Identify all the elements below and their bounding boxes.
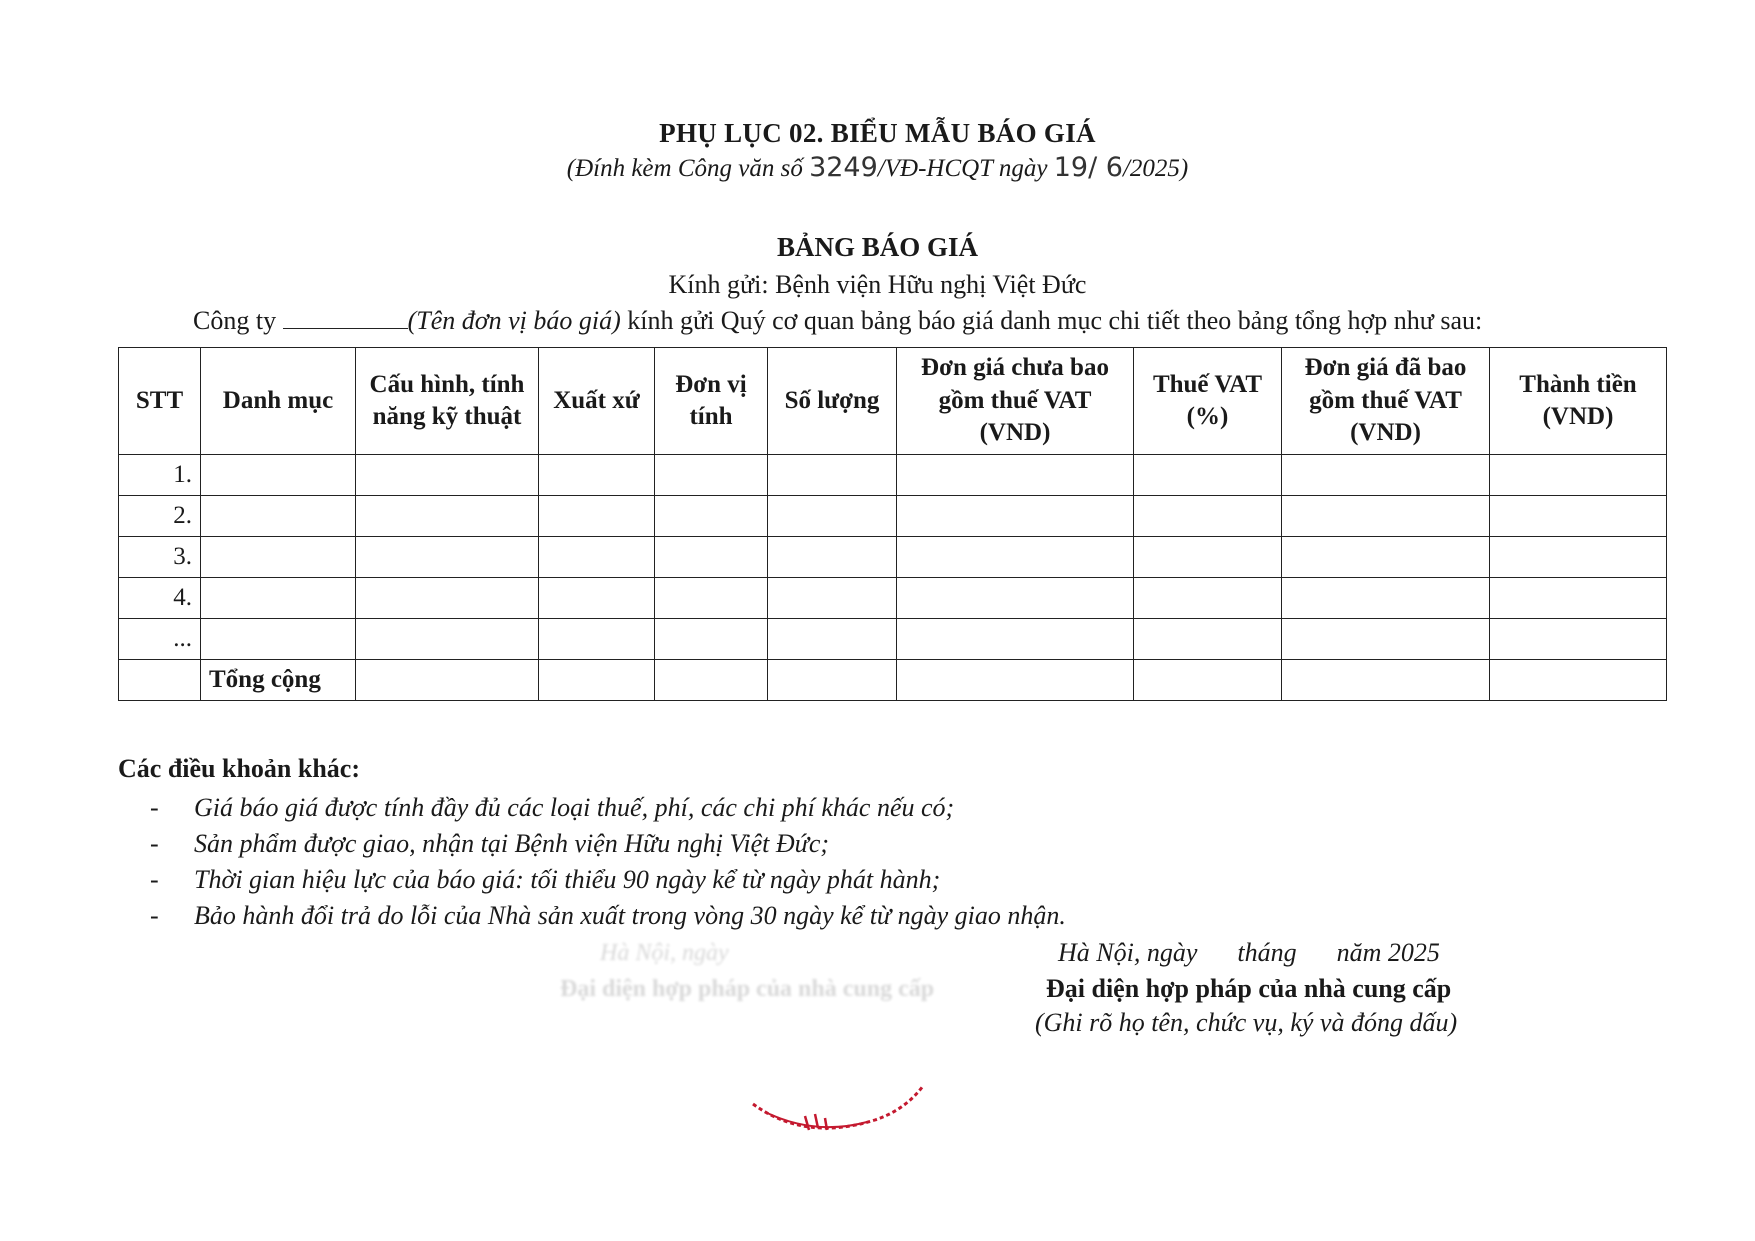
appendix-title: PHỤ LỤC 02. BIỂU MẪU BÁO GIÁ: [659, 118, 1096, 148]
table-cell: [655, 455, 768, 496]
table-cell: [1134, 496, 1282, 537]
table-cell: [655, 619, 768, 660]
table-row: [119, 537, 1667, 578]
table-cell: [201, 455, 356, 496]
table-cell: [768, 619, 897, 660]
column-header: Đơn vị tính: [655, 348, 768, 455]
table-cell: [897, 537, 1134, 578]
subtitle-mid: /VĐ-HCQT ngày: [877, 155, 1054, 182]
table-row: [119, 496, 1667, 537]
column-header: Thành tiền (VND): [1490, 348, 1667, 455]
table-cell: [1282, 455, 1490, 496]
total-row: [119, 660, 1667, 701]
table-cell: [1490, 537, 1667, 578]
table-cell: [201, 496, 356, 537]
appendix-subtitle: [0, 152, 1755, 183]
list-item: [150, 790, 1066, 826]
bleed-through-title: Đại diện hợp pháp của nhà cung cấp: [560, 976, 935, 1002]
table-cell: [655, 578, 768, 619]
table-cell: [1282, 660, 1490, 701]
table-cell: [1282, 496, 1490, 537]
table-cell: [897, 496, 1134, 537]
table-cell: [539, 660, 655, 701]
table-cell: [768, 578, 897, 619]
column-header: Số lượng: [768, 348, 897, 455]
table-cell: [1134, 660, 1282, 701]
table-cell: [1134, 537, 1282, 578]
table-cell: [1134, 578, 1282, 619]
table-cell: [356, 455, 539, 496]
column-header: STT: [119, 348, 201, 455]
table-cell: [539, 619, 655, 660]
signature-date-line: [1058, 938, 1440, 968]
row-number: 2.: [119, 496, 201, 537]
table-cell: [1134, 455, 1282, 496]
term-text: Bảo hành đổi trả do lỗi của Nhà sản xuất trong vòng 30 ngày kể từ ngày giao nhận.: [194, 901, 1066, 930]
terms-list: [150, 790, 1066, 934]
row-number: 4.: [119, 578, 201, 619]
row-number: 3.: [119, 537, 201, 578]
total-label: Tổng cộng: [201, 660, 356, 701]
intro-prefix: Công ty: [193, 306, 283, 335]
bullet-dash: -: [150, 829, 159, 858]
table-row: [119, 578, 1667, 619]
intro-italic: (Tên đơn vị báo giá): [407, 306, 621, 335]
signature-title: Đại diện hợp pháp của nhà cung cấp: [1046, 974, 1452, 1003]
intro-paragraph: [193, 306, 1482, 336]
column-header: Xuất xứ: [539, 348, 655, 455]
subtitle-suffix: /2025): [1122, 155, 1189, 182]
bleed-through-place: Hà Nội, ngày: [600, 940, 729, 966]
term-text: Sản phẩm được giao, nhận tại Bệnh viện Hữu nghị Việt Đức;: [194, 829, 830, 858]
table-cell: [897, 455, 1134, 496]
row-number: ...: [119, 619, 201, 660]
column-header: Đơn giá chưa bao gồm thuế VAT (VND): [897, 348, 1134, 455]
table-row: [119, 619, 1667, 660]
table-cell: [1490, 455, 1667, 496]
table-cell: [1282, 537, 1490, 578]
column-header: Đơn giá đã bao gồm thuế VAT (VND): [1282, 348, 1490, 455]
table-cell: [356, 496, 539, 537]
handwritten-date: 19/ 6: [1053, 152, 1123, 183]
table-cell: [356, 660, 539, 701]
table-cell: [119, 660, 201, 701]
column-header: Danh mục: [201, 348, 356, 455]
quotation-table: [118, 347, 1667, 701]
table-cell: [768, 496, 897, 537]
column-header: Cấu hình, tính năng kỹ thuật: [356, 348, 539, 455]
list-item: [150, 898, 1066, 934]
table-cell: [897, 578, 1134, 619]
red-stamp-fragment: [745, 1082, 945, 1172]
bullet-dash: -: [150, 865, 159, 894]
table-cell: [539, 496, 655, 537]
handwritten-doc-number: 3249: [809, 152, 878, 183]
table-cell: [1490, 578, 1667, 619]
table-cell: [201, 619, 356, 660]
bullet-dash: -: [150, 793, 159, 822]
table-cell: [655, 496, 768, 537]
company-name-blank: [283, 308, 408, 329]
intro-suffix: kính gửi Quý cơ quan bảng báo giá danh mục chi tiết theo bảng tổng hợp như sau:: [620, 306, 1483, 335]
signature-year: năm 2025: [1336, 938, 1440, 967]
table-cell: [356, 619, 539, 660]
table-cell: [356, 537, 539, 578]
signature-month: tháng: [1237, 938, 1297, 967]
table-cell: [768, 455, 897, 496]
table-cell: [539, 455, 655, 496]
table-cell: [897, 660, 1134, 701]
table-header-row: [119, 348, 1667, 455]
terms-title: Các điều khoản khác:: [118, 754, 360, 783]
table-cell: [1490, 660, 1667, 701]
term-text: Thời gian hiệu lực của báo giá: tối thiểu 90 ngày kể từ ngày phát hành;: [194, 865, 941, 894]
table-row: [119, 455, 1667, 496]
signature-note: (Ghi rõ họ tên, chức vụ, ký và đóng dấu): [1035, 1008, 1458, 1037]
bullet-dash: -: [150, 901, 159, 930]
table-cell: [655, 537, 768, 578]
table-cell: [201, 578, 356, 619]
quote-heading: BẢNG BÁO GIÁ: [776, 232, 979, 262]
list-item: [150, 826, 1066, 862]
term-text: Giá báo giá được tính đầy đủ các loại thuế, phí, các chi phí khác nếu có;: [194, 793, 955, 822]
row-number: 1.: [119, 455, 201, 496]
table-cell: [768, 537, 897, 578]
column-header: Thuế VAT (%): [1134, 348, 1282, 455]
signature-place: Hà Nội, ngày: [1058, 938, 1198, 967]
table-cell: [201, 537, 356, 578]
table-cell: [655, 660, 768, 701]
table-cell: [356, 578, 539, 619]
table-cell: [1490, 496, 1667, 537]
table-cell: [768, 660, 897, 701]
table-cell: [1282, 578, 1490, 619]
table-cell: [1282, 619, 1490, 660]
table-cell: [539, 578, 655, 619]
table-cell: [539, 537, 655, 578]
table-cell: [1134, 619, 1282, 660]
list-item: [150, 862, 1066, 898]
subtitle-prefix: (Đính kèm Công văn số: [566, 155, 810, 182]
table-cell: [897, 619, 1134, 660]
recipient-line: Kính gửi: Bệnh viện Hữu nghị Việt Đức: [668, 270, 1087, 299]
table-cell: [1490, 619, 1667, 660]
